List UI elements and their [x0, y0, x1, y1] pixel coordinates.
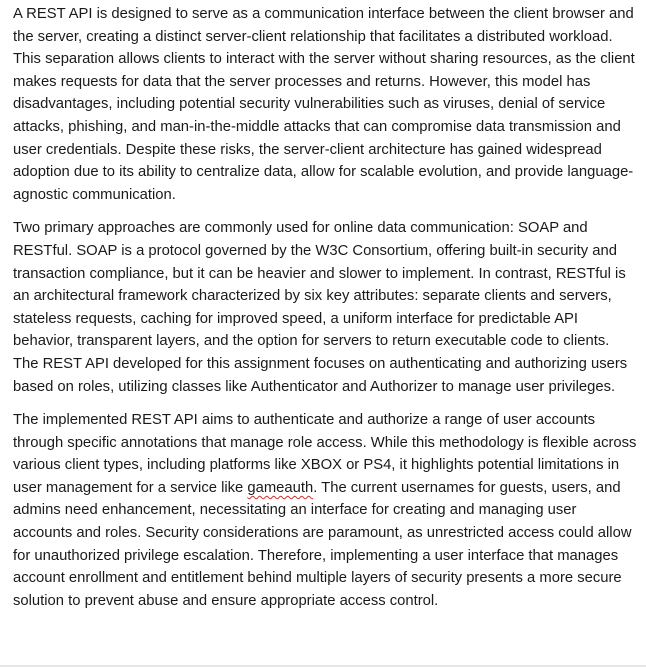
paragraph-3-before: The implemented REST API aims to authenticate and authorize a range of user accounts through specific annotations that manage role access. While this methodology is flexible across various client types, including platforms like XBOX or PS4, it highlights potential limitations in user management for a service like	[13, 412, 637, 496]
paragraph-2: Two primary approaches are commonly used for online data communication: SOAP and RESTful. SOAP is a protocol governed by the W3C Consortium, offering built-in security and transaction compliance, but it can be heavier and slower to implement. In contrast, RESTful is an architectural framework characterized by six key attributes: separate clients and servers, stateless requests, caching for improved speed, a uniform interface for predictable API behavior, transparent layers, and the option for servers to return executable code to clients. The REST API developed for this assignment focuses on authenticating and authorizing users based on roles, utilizing classes like Authenticator and Authorizer to manage user privileges.	[13, 220, 628, 395]
paragraph-3	[13, 409, 638, 612]
paragraph-3-after: . The current usernames for guests, users, and admins need enhancement, necessitating an interface for creating and managing user accounts and roles. Security considerations are paramount, as unrestricted access could allow for unauthorized privilege escalation. Therefore, implementing a user interface that manages account enrollment and entitlement behind multiple layers of security presents a more secure solution to prevent abuse and ensure appropriate access control.	[13, 479, 632, 609]
document-body	[13, 3, 638, 623]
paragraph-1: A REST API is designed to serve as a communication interface between the client browser and the server, creating a distinct server-client relationship that facilitates a distributed workload. This separation allows clients to interact with the server without sharing resources, as the client makes requests for data that the server processes and returns. However, this model has disadvantages, including potential security vulnerabilities such as viruses, denial of service attacks, phishing, and man-in-the-middle attacks that can compromise data transmission and user credentials. Despite these risks, the server-client architecture has gained widespread adoption due to its ability to centralize data, allow for scalable evolution, and provide language-agnostic communication.	[13, 6, 635, 203]
spellcheck-flagged-word[interactable]: gameauth	[247, 479, 314, 496]
